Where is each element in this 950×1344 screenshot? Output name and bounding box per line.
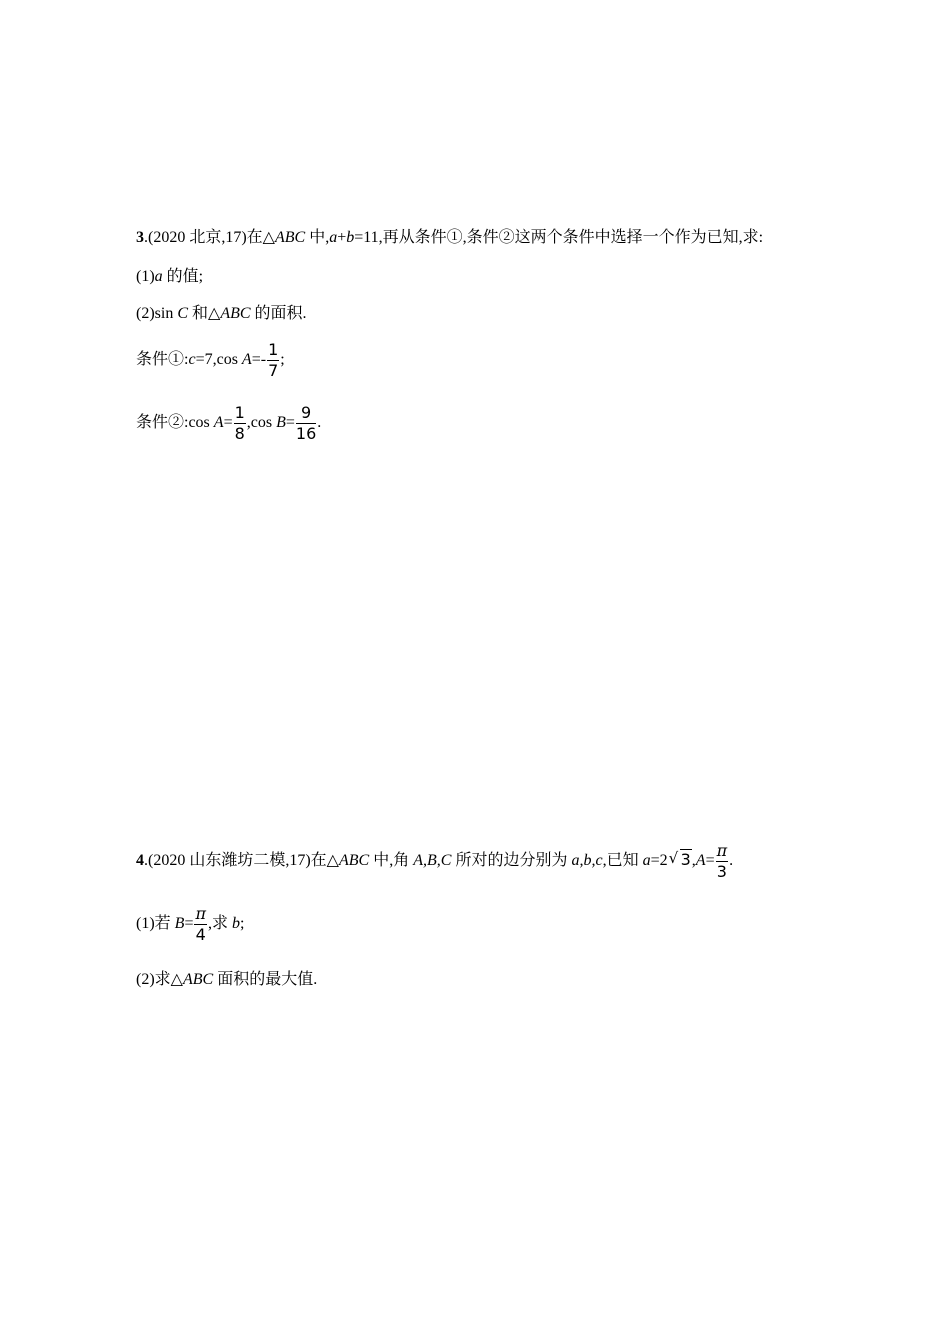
- q4-stem: [136, 843, 733, 880]
- fraction-denominator: 16: [295, 424, 317, 443]
- q4-comma: ,: [691, 852, 696, 870]
- q3-cond2-fraction-b: [296, 405, 316, 442]
- q3-part2-label: (2)sin: [136, 305, 178, 322]
- q3-text: =11,再从条件①,条件②这两个条件中选择一个作为已知,求:: [354, 229, 764, 246]
- q3-var-b: b: [346, 229, 355, 246]
- fraction-denominator: 7: [268, 361, 279, 380]
- q3-source: .(2020 北京,17): [144, 229, 247, 246]
- q3-triangle-name: ABC: [274, 229, 306, 246]
- q4-part1-eq: =: [184, 915, 194, 933]
- q3-number: 3: [136, 229, 144, 246]
- q4-part2-text: 面积的最大值.: [213, 971, 318, 988]
- fraction-numerator: 9: [296, 405, 316, 424]
- radical-sign-icon: √: [668, 849, 679, 868]
- fraction-numerator: 1: [268, 340, 279, 359]
- q4-var-A: A: [695, 852, 706, 870]
- q3-part2: [136, 303, 307, 325]
- fraction-numerator: 1: [234, 403, 245, 422]
- q3-cond2-eq: =: [223, 414, 233, 432]
- fraction-denominator: 8: [234, 424, 245, 443]
- q4-part2: [136, 969, 317, 991]
- q3-plus: +: [337, 229, 347, 246]
- q3-condition-2: [136, 405, 321, 442]
- q4-eq: =: [705, 852, 715, 870]
- q4-text: 在△: [310, 852, 339, 870]
- q4-part2-triangle: ABC: [182, 971, 214, 988]
- q3-text: 在△: [246, 229, 275, 246]
- q4-part1-fraction: [194, 906, 207, 943]
- q3-part1-text: 的值;: [162, 268, 204, 285]
- q3-cond2-end: .: [317, 414, 322, 432]
- q3-cond2-fraction-a: [234, 405, 246, 442]
- q3-part2-text: 和△: [188, 305, 221, 322]
- q3-cond1-var-c: c: [188, 351, 196, 369]
- q3-cond2-text: ,cos: [246, 414, 277, 432]
- q4-number: 4: [136, 852, 144, 870]
- q3-cond2-label: 条件②:cos: [136, 414, 214, 432]
- q3-text: 中,: [305, 229, 330, 246]
- q4-text: ,已知: [602, 852, 643, 870]
- q4-var-a: a: [642, 852, 651, 870]
- q3-cond2-var-B: B: [276, 414, 286, 432]
- q3-var-a: a: [329, 229, 338, 246]
- q3-cond1-end: ;: [280, 351, 285, 369]
- q4-source: .(2020 山东潍坊二模,17): [144, 852, 311, 870]
- q4-part1-text: ,求: [208, 915, 233, 933]
- fraction-numerator: π: [716, 841, 728, 860]
- q4-sides: a,b,c: [571, 852, 603, 870]
- q4-part1-var-B: B: [174, 915, 185, 933]
- q3-condition-1: [136, 342, 285, 379]
- q4-part1-var-b: b: [232, 915, 241, 933]
- q3-cond1-label: 条件①:: [136, 351, 189, 369]
- q4-part2-label: (2)求△: [136, 971, 183, 988]
- q4-eq: =2: [650, 852, 668, 870]
- q3-part2-var: C: [177, 305, 188, 322]
- q4-triangle-name: ABC: [338, 852, 370, 870]
- q4-text: 所对的边分别为: [451, 852, 572, 870]
- sqrt-radicand: 3: [680, 850, 691, 870]
- q3-part2-triangle: ABC: [220, 305, 251, 322]
- q3-part2-text: 的面积.: [250, 305, 307, 322]
- q4-part1-label: (1)若: [136, 915, 175, 933]
- fraction-denominator: 3: [716, 862, 727, 881]
- q3-cond2-var-A: A: [213, 414, 224, 432]
- q4-part1: [136, 906, 244, 943]
- q3-part1-var: a: [154, 268, 163, 285]
- fraction-numerator: π: [195, 904, 206, 923]
- q4-fraction: [716, 843, 729, 880]
- q4-part1-end: ;: [240, 915, 245, 933]
- q4-sqrt: [669, 849, 692, 872]
- q4-angles: A,B,C: [413, 852, 452, 870]
- q3-cond1-fraction: [267, 342, 279, 379]
- q4-end: .: [729, 852, 734, 870]
- q4-text: 中,角: [369, 852, 414, 870]
- q3-part1-label: (1): [136, 268, 155, 285]
- q3-cond1-eq: =-: [251, 351, 267, 369]
- q3-cond1-var-A: A: [241, 351, 252, 369]
- q3-cond1-text: =7,cos: [195, 351, 242, 369]
- q3-stem: [136, 227, 763, 249]
- q3-part1: [136, 266, 203, 288]
- q3-cond2-eq: =: [285, 414, 295, 432]
- fraction-denominator: 4: [195, 925, 206, 944]
